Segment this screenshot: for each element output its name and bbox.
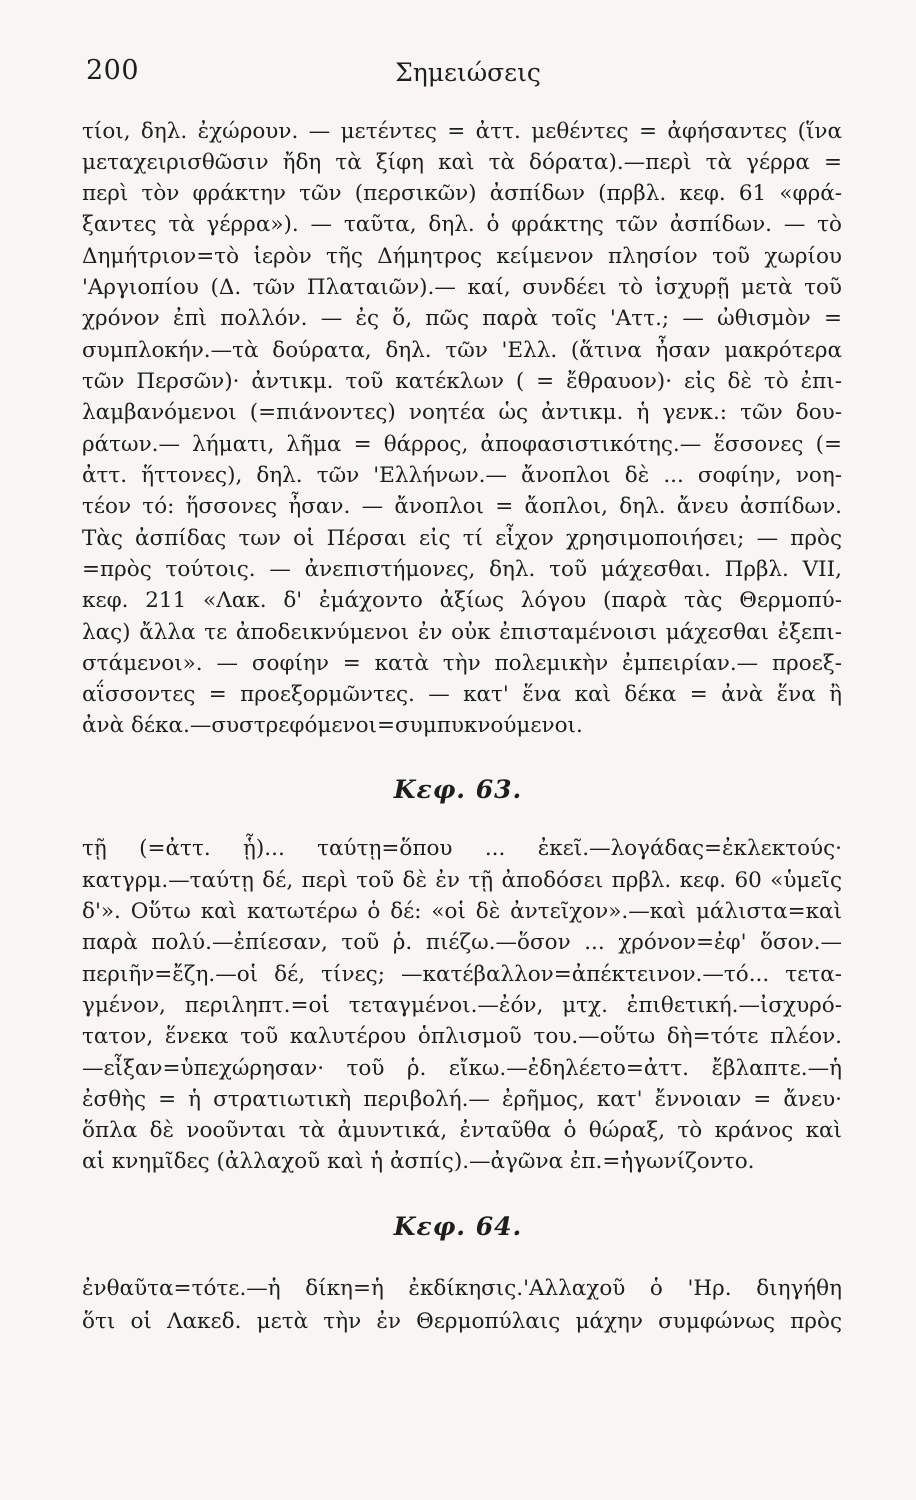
text-line: μεταχειρισθῶσιν ἤδη τὰ ξίφη καὶ τὰ δόρατα).—περὶ τὰ γέρρα = bbox=[82, 150, 842, 175]
running-title: Σημειώσεις bbox=[395, 58, 541, 87]
text-line: ὅπλα δὲ νοοῦνται τὰ ἀμυντικά, ἐνταῦθα ὁ θώραξ, τὸ κράνος καὶ bbox=[82, 1118, 842, 1143]
text-line: ἐνθαῦτα=τότε.—ἡ δίκη=ἡ ἐκδίκησις.'Αλλαχοῦ ὁ 'Ηρ. διηγήθη bbox=[82, 1276, 842, 1301]
text-line: Δημήτριον=τὸ ἱερὸν τῆς Δήμητρος κείμενον πλησίον τοῦ χωρίου bbox=[82, 244, 842, 269]
text-line: παρὰ πολύ.—ἐπίεσαν, τοῦ ῥ. πιέζω.—ὅσον ... χρόνον=ἐφ' ὅσον.— bbox=[82, 930, 842, 955]
text-line: τίοι, δηλ. ἐχώρουν. — μετέντες = ἀττ. μεθέντες = ἀφήσαντες (ἵνα bbox=[82, 119, 842, 144]
text-line: τέον τό: ἥσσονες ἦσαν. — ἄνοπλοι = ἄοπλοι, δηλ. ἄνευ ἀσπίδων. bbox=[82, 494, 842, 519]
text-line: —εἶξαν=ὑπεχώρησαν· τοῦ ῥ. εἴκω.—ἐδηλέετο=ἀττ. ἔβλαπτε.—ἡ bbox=[82, 1056, 842, 1081]
text-line: τατον, ἕνεκα τοῦ καλυτέρου ὁπλισμοῦ του.—οὕτω δὴ=τότε πλέον. bbox=[82, 1024, 842, 1049]
page-number: 200 bbox=[86, 55, 140, 86]
text-line: δ'». Οὕτω καὶ κατωτέρω ὁ δέ: «οἱ δὲ ἀντεῖχον».—καὶ μάλιστα=καὶ bbox=[82, 899, 842, 924]
text-line: λας) ἄλλα τε ἀποδεικνύμενοι ἐν οὐκ ἐπισταμένοισι μάχεσθαι ἐξεπι- bbox=[82, 620, 842, 645]
text-line: περὶ τὸν φράκτην τῶν (περσικῶν) ἀσπίδων (πρβλ. κεφ. 61 «φρά- bbox=[82, 181, 842, 206]
text-line: στάμενοι». — σοφίην = κατὰ τὴν πολεμικὴν ἐμπειρίαν.— προεξ- bbox=[82, 651, 842, 676]
text-line: Τὰς ἀσπίδας των οἱ Πέρσαι εἰς τί εἶχον χρησιμοποιήσει; — πρὸς bbox=[82, 526, 842, 551]
text-line: συμπλοκήν.—τὰ δούρατα, δηλ. τῶν 'Ελλ. (ἅτινα ἦσαν μακρότερα bbox=[82, 338, 842, 363]
text-line: κατγρμ.—ταύτῃ δέ, περὶ τοῦ δὲ ἐν τῇ ἀποδόσει πρβλ. κεφ. 60 «ὑμεῖς bbox=[82, 868, 842, 893]
chapter-heading-63: Κεφ. 63. bbox=[393, 775, 523, 804]
text-line: ἐσθὴς = ἡ στρατιωτικὴ περιβολή.— ἐρῆμος, κατ' ἔννοιαν = ἄνευ· bbox=[82, 1087, 842, 1112]
text-line: =πρὸς τούτοις. — ἀνεπιστήμονες, δηλ. τοῦ μάχεσθαι. Πρβλ. VII, bbox=[82, 557, 842, 582]
text-line: ράτων.— λήματι, λῆμα = θάρρος, ἀποφασιστικότης.— ἕσσονες (= bbox=[82, 432, 842, 457]
text-line: κεφ. 211 «Λακ. δ' ἐμάχοντο ἀξίως λόγου (παρὰ τὰς Θερμοπύ- bbox=[82, 588, 842, 613]
text-line: αΐσσοντες = προεξορμῶντες. — κατ' ἕνα καὶ δέκα = ἀνὰ ἕνα ἢ bbox=[82, 682, 842, 707]
text-line: αἱ κνημῖδες (ἀλλαχοῦ καὶ ἡ ἀσπίς).—ἀγῶνα ἐπ.=ἠγωνίζοντο. bbox=[82, 1149, 755, 1174]
text-line: ξαντες τὰ γέρρα»). — ταῦτα, δηλ. ὁ φράκτης τῶν ἀσπίδων. — τὸ bbox=[82, 212, 842, 237]
text-line: ἀττ. ἥττονες), δηλ. τῶν 'Ελλήνων.— ἄνοπλοι δὲ ... σοφίην, νοη- bbox=[82, 463, 842, 488]
chapter-heading-64: Κεφ. 64. bbox=[393, 1212, 523, 1241]
text-line: 'Αργιοπίου (Δ. τῶν Πλαταιῶν).— καί, συνδέει τὸ ἰσχυρῇ μετὰ τοῦ bbox=[82, 275, 842, 300]
text-line: λαμβανόμενοι (=πιάνοντες) νοητέα ὡς ἀντικμ. ἡ γενκ.: τῶν δου- bbox=[82, 400, 842, 425]
text-line: περιῆν=ἔζη.—οἱ δέ, τίνες; —κατέβαλλον=ἀπέκτεινον.—τό... τετα- bbox=[82, 962, 842, 987]
text-line: χρόνον ἐπὶ πολλόν. — ἐς ὅ, πῶς παρὰ τοῖς 'Αττ.; — ὠθισμὸν = bbox=[82, 306, 842, 331]
text-line: ἀνὰ δέκα.—συστρεφόμενοι=συμπυκνούμενοι. bbox=[82, 713, 583, 738]
text-line: τῶν Περσῶν)· ἀντικμ. τοῦ κατέκλων ( = ἔθραυον)· εἰς δὲ τὸ ἐπι- bbox=[82, 369, 842, 394]
text-line: τῇ (=ἀττ. ᾗ)... ταύτῃ=ὅπου ... ἐκεῖ.—λογάδας=ἐκλεκτούς· bbox=[82, 836, 842, 861]
text-line: γμένον, περιληπτ.=οἱ τεταγμένοι.—ἐόν, μτχ. ἐπιθετική.—ἰσχυρό- bbox=[82, 993, 842, 1018]
text-line: ὅτι οἱ Λακεδ. μετὰ τὴν ἐν Θερμοπύλαις μάχην συμφώνως πρὸς bbox=[82, 1309, 842, 1334]
